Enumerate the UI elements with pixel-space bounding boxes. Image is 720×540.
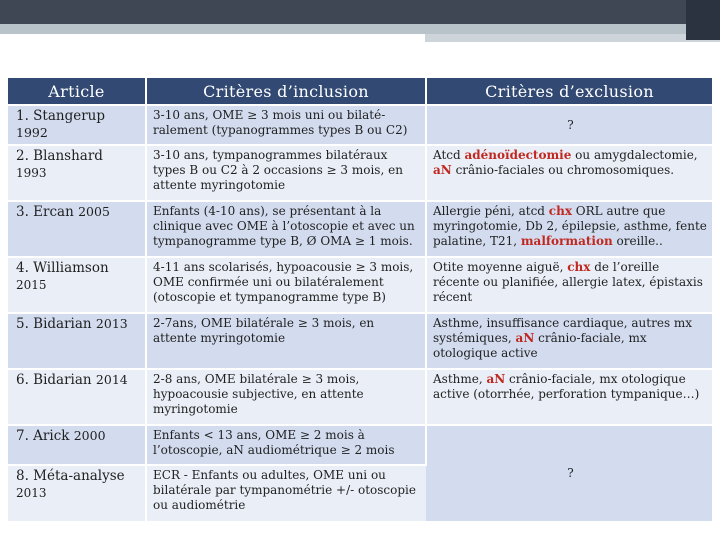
exclusion-cell — [426, 201, 712, 257]
exclusion-cell: ? — [426, 105, 712, 145]
article-name: 1. Stangerup — [16, 108, 106, 124]
article-cell — [8, 313, 146, 369]
article-cell — [8, 369, 146, 425]
article-year: 2005 — [78, 204, 110, 219]
table-row — [8, 369, 712, 425]
article-year: 2014 — [95, 372, 128, 387]
article-name: 3. Ercan — [16, 204, 74, 220]
exclusion-text: ORL autre que myringotomie, Db 2, épilepsie, asthme, fente palatine, T21, — [433, 204, 707, 248]
exclusion-text: crânio-faciale, mx otologique active — [433, 331, 647, 360]
article-year: 1993 — [16, 166, 47, 180]
exclusion-highlight: aN — [486, 372, 506, 386]
exclusion-cell — [426, 257, 712, 313]
table-row — [8, 313, 712, 369]
exclusion-text: Asthme, — [433, 372, 487, 386]
slide-top-strip — [0, 24, 720, 34]
article-cell — [8, 425, 146, 465]
exclusion-text: crânio-faciales ou chromosomiques. — [451, 163, 675, 177]
exclusion-highlight: adénoïdectomie — [464, 148, 572, 162]
table-row — [8, 257, 712, 313]
exclusion-highlight: chx — [567, 260, 591, 274]
article-cell — [8, 145, 146, 201]
inclusion-cell: Enfants (4-10 ans), se présentant à la clinique avec OME à l’otoscopie et avec un tympanogramme type B, Ø OMA ≥ 1 mois. — [146, 201, 426, 257]
inclusion-cell: 2-7ans, OME bilatérale ≥ 3 mois, en attente myringotomie — [146, 313, 426, 369]
exclusion-text: oreille.. — [612, 234, 663, 248]
exclusion-text: Allergie péni, atcd — [433, 204, 549, 218]
exclusion-highlight: aN — [515, 331, 535, 345]
table-row — [8, 105, 712, 145]
article-year: 2013 — [95, 316, 128, 331]
article-name: 8. Méta-analyse — [16, 468, 125, 484]
inclusion-cell: Enfants < 13 ans, OME ≥ 2 mois à l’otoscopie, aN audiométrique ≥ 2 mois — [146, 425, 426, 465]
exclusion-cell: ? — [426, 425, 712, 521]
exclusion-text: ou amygdalectomie, — [571, 148, 698, 162]
header-inclusion: Critères d’inclusion — [146, 78, 426, 105]
slide-top-notch — [425, 34, 720, 42]
article-name: 6. Bidarian — [16, 372, 92, 388]
exclusion-text: Atcd — [433, 148, 465, 162]
table-row — [8, 145, 712, 201]
header-exclusion: Critères d’exclusion — [426, 78, 712, 105]
slide-top-accent — [686, 0, 720, 40]
exclusion-highlight: aN — [433, 163, 452, 177]
article-year: 2013 — [16, 486, 47, 500]
article-year: 1992 — [16, 125, 48, 140]
exclusion-text: Otite moyenne aiguë, — [433, 260, 568, 274]
exclusion-text: de l’oreille récente ou planifiée, allergie latex, épistaxis récent — [433, 260, 703, 304]
article-year: 2015 — [16, 278, 47, 292]
inclusion-cell: 4-11 ans scolarisés, hypoacousie ≥ 3 mois, OME confirmée uni ou bilatéralement (otoscopie et tympanogramme type B) — [146, 257, 426, 313]
criteria-table — [8, 78, 712, 521]
article-cell — [8, 105, 146, 145]
exclusion-cell — [426, 369, 712, 425]
article-cell — [8, 201, 146, 257]
article-cell — [8, 465, 146, 521]
inclusion-cell: 2-8 ans, OME bilatérale ≥ 3 mois, hypoacousie subjective, en attente myringotomie — [146, 369, 426, 425]
exclusion-cell — [426, 145, 712, 201]
exclusion-cell — [426, 313, 712, 369]
slide-top-bar — [0, 0, 720, 24]
header-row — [8, 78, 712, 105]
inclusion-cell: 3-10 ans, tympanogrammes bilatéraux types B ou C2 à 2 occasions ≥ 3 mois, en attente myringotomie — [146, 145, 426, 201]
table-row — [8, 201, 712, 257]
inclusion-cell: 3-10 ans, OME ≥ 3 mois uni ou bilaté-ralement (typanogrammes types B ou C2) — [146, 105, 426, 145]
header-article: Article — [8, 78, 146, 105]
exclusion-text: crânio-faciale, mx otologique active (otorrhée, perforation tympanique…) — [433, 372, 700, 401]
exclusion-highlight: chx — [548, 204, 572, 218]
table-row — [8, 425, 712, 465]
article-year: 2000 — [73, 428, 106, 443]
inclusion-cell: ECR - Enfants ou adultes, OME uni ou bilatérale par tympanométrie +/- otoscopie ou audiométrie — [146, 465, 426, 521]
exclusion-text: Asthme, insuffisance cardiaque, autres mx systémiques, — [433, 316, 693, 345]
article-name: 4. Williamson — [16, 260, 109, 276]
article-name: 2. Blanshard — [16, 148, 103, 164]
exclusion-highlight: malformation — [520, 234, 613, 248]
article-cell — [8, 257, 146, 313]
article-name: 7. Arick — [16, 428, 70, 444]
article-name: 5. Bidarian — [16, 316, 92, 332]
